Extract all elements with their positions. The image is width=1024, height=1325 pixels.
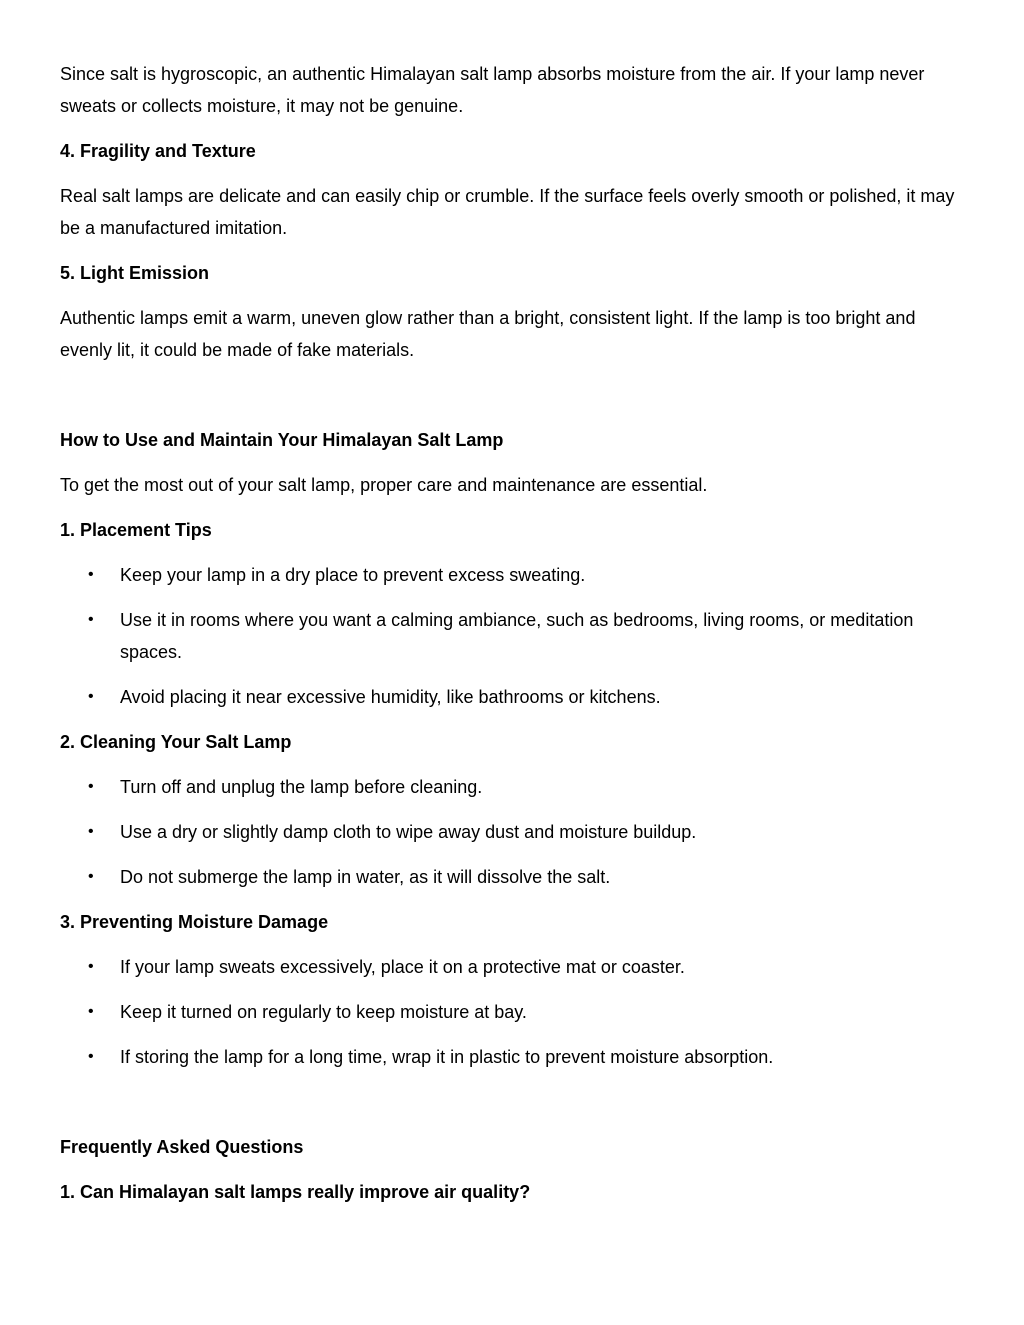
list-item [60, 559, 960, 591]
fragility-heading: 4. Fragility and Texture [60, 141, 256, 161]
faq-question-1: 1. Can Himalayan salt lamps really improve air quality? [60, 1182, 531, 1202]
list-item [60, 816, 960, 848]
list-item-text: Do not submerge the lamp in water, as it will dissolve the salt. [120, 867, 611, 887]
cleaning-heading: 2. Cleaning Your Salt Lamp [60, 732, 292, 752]
list-item [60, 604, 960, 668]
list-item [60, 1041, 960, 1073]
bullet-icon: • [88, 688, 94, 705]
maintain-title: How to Use and Maintain Your Himalayan Salt Lamp [60, 430, 504, 450]
placement-list [60, 559, 960, 713]
light-emission-heading: 5. Light Emission [60, 263, 210, 283]
bullet-icon: • [88, 958, 94, 975]
list-item-text: Use a dry or slightly damp cloth to wipe away dust and moisture buildup. [120, 822, 697, 842]
bullet-icon: • [88, 823, 94, 840]
list-item-text: Turn off and unplug the lamp before cleaning. [120, 777, 483, 797]
moisture-paragraph: Since salt is hygroscopic, an authentic Himalayan salt lamp absorbs moisture from the air. If your lamp never sweats or collects moisture, it may not be genuine. [60, 64, 925, 116]
bullet-icon: • [88, 566, 94, 583]
moisture-damage-list [60, 951, 960, 1073]
list-item-text: Avoid placing it near excessive humidity, like bathrooms or kitchens. [120, 687, 661, 707]
list-item [60, 861, 960, 893]
list-item [60, 771, 960, 803]
list-item-text: If your lamp sweats excessively, place it on a protective mat or coaster. [120, 957, 685, 977]
cleaning-list [60, 771, 960, 893]
faq-title: Frequently Asked Questions [60, 1137, 304, 1157]
list-item [60, 681, 960, 713]
list-item-text: If storing the lamp for a long time, wrap it in plastic to prevent moisture absorption. [120, 1047, 774, 1067]
bullet-icon: • [88, 611, 94, 628]
bullet-icon: • [88, 1048, 94, 1065]
fragility-paragraph: Real salt lamps are delicate and can easily chip or crumble. If the surface feels overly smooth or polished, it may be a manufactured imitation. [60, 186, 955, 238]
section-spacer [60, 1086, 960, 1131]
list-item-text: Keep your lamp in a dry place to prevent excess sweating. [120, 565, 586, 585]
section-spacer [60, 379, 960, 424]
moisture-damage-heading: 3. Preventing Moisture Damage [60, 912, 329, 932]
bullet-icon: • [88, 868, 94, 885]
light-emission-paragraph: Authentic lamps emit a warm, uneven glow rather than a bright, consistent light. If the lamp is too bright and evenly lit, it could be made of fake materials. [60, 308, 916, 360]
bullet-icon: • [88, 778, 94, 795]
document-page [60, 58, 960, 1221]
placement-heading: 1. Placement Tips [60, 520, 212, 540]
list-item-text: Keep it turned on regularly to keep moisture at bay. [120, 1002, 527, 1022]
list-item-text: Use it in rooms where you want a calming ambiance, such as bedrooms, living rooms, or meditation spaces. [120, 610, 914, 662]
bullet-icon: • [88, 1003, 94, 1020]
maintain-intro: To get the most out of your salt lamp, proper care and maintenance are essential. [60, 475, 708, 495]
list-item [60, 951, 960, 983]
list-item [60, 996, 960, 1028]
